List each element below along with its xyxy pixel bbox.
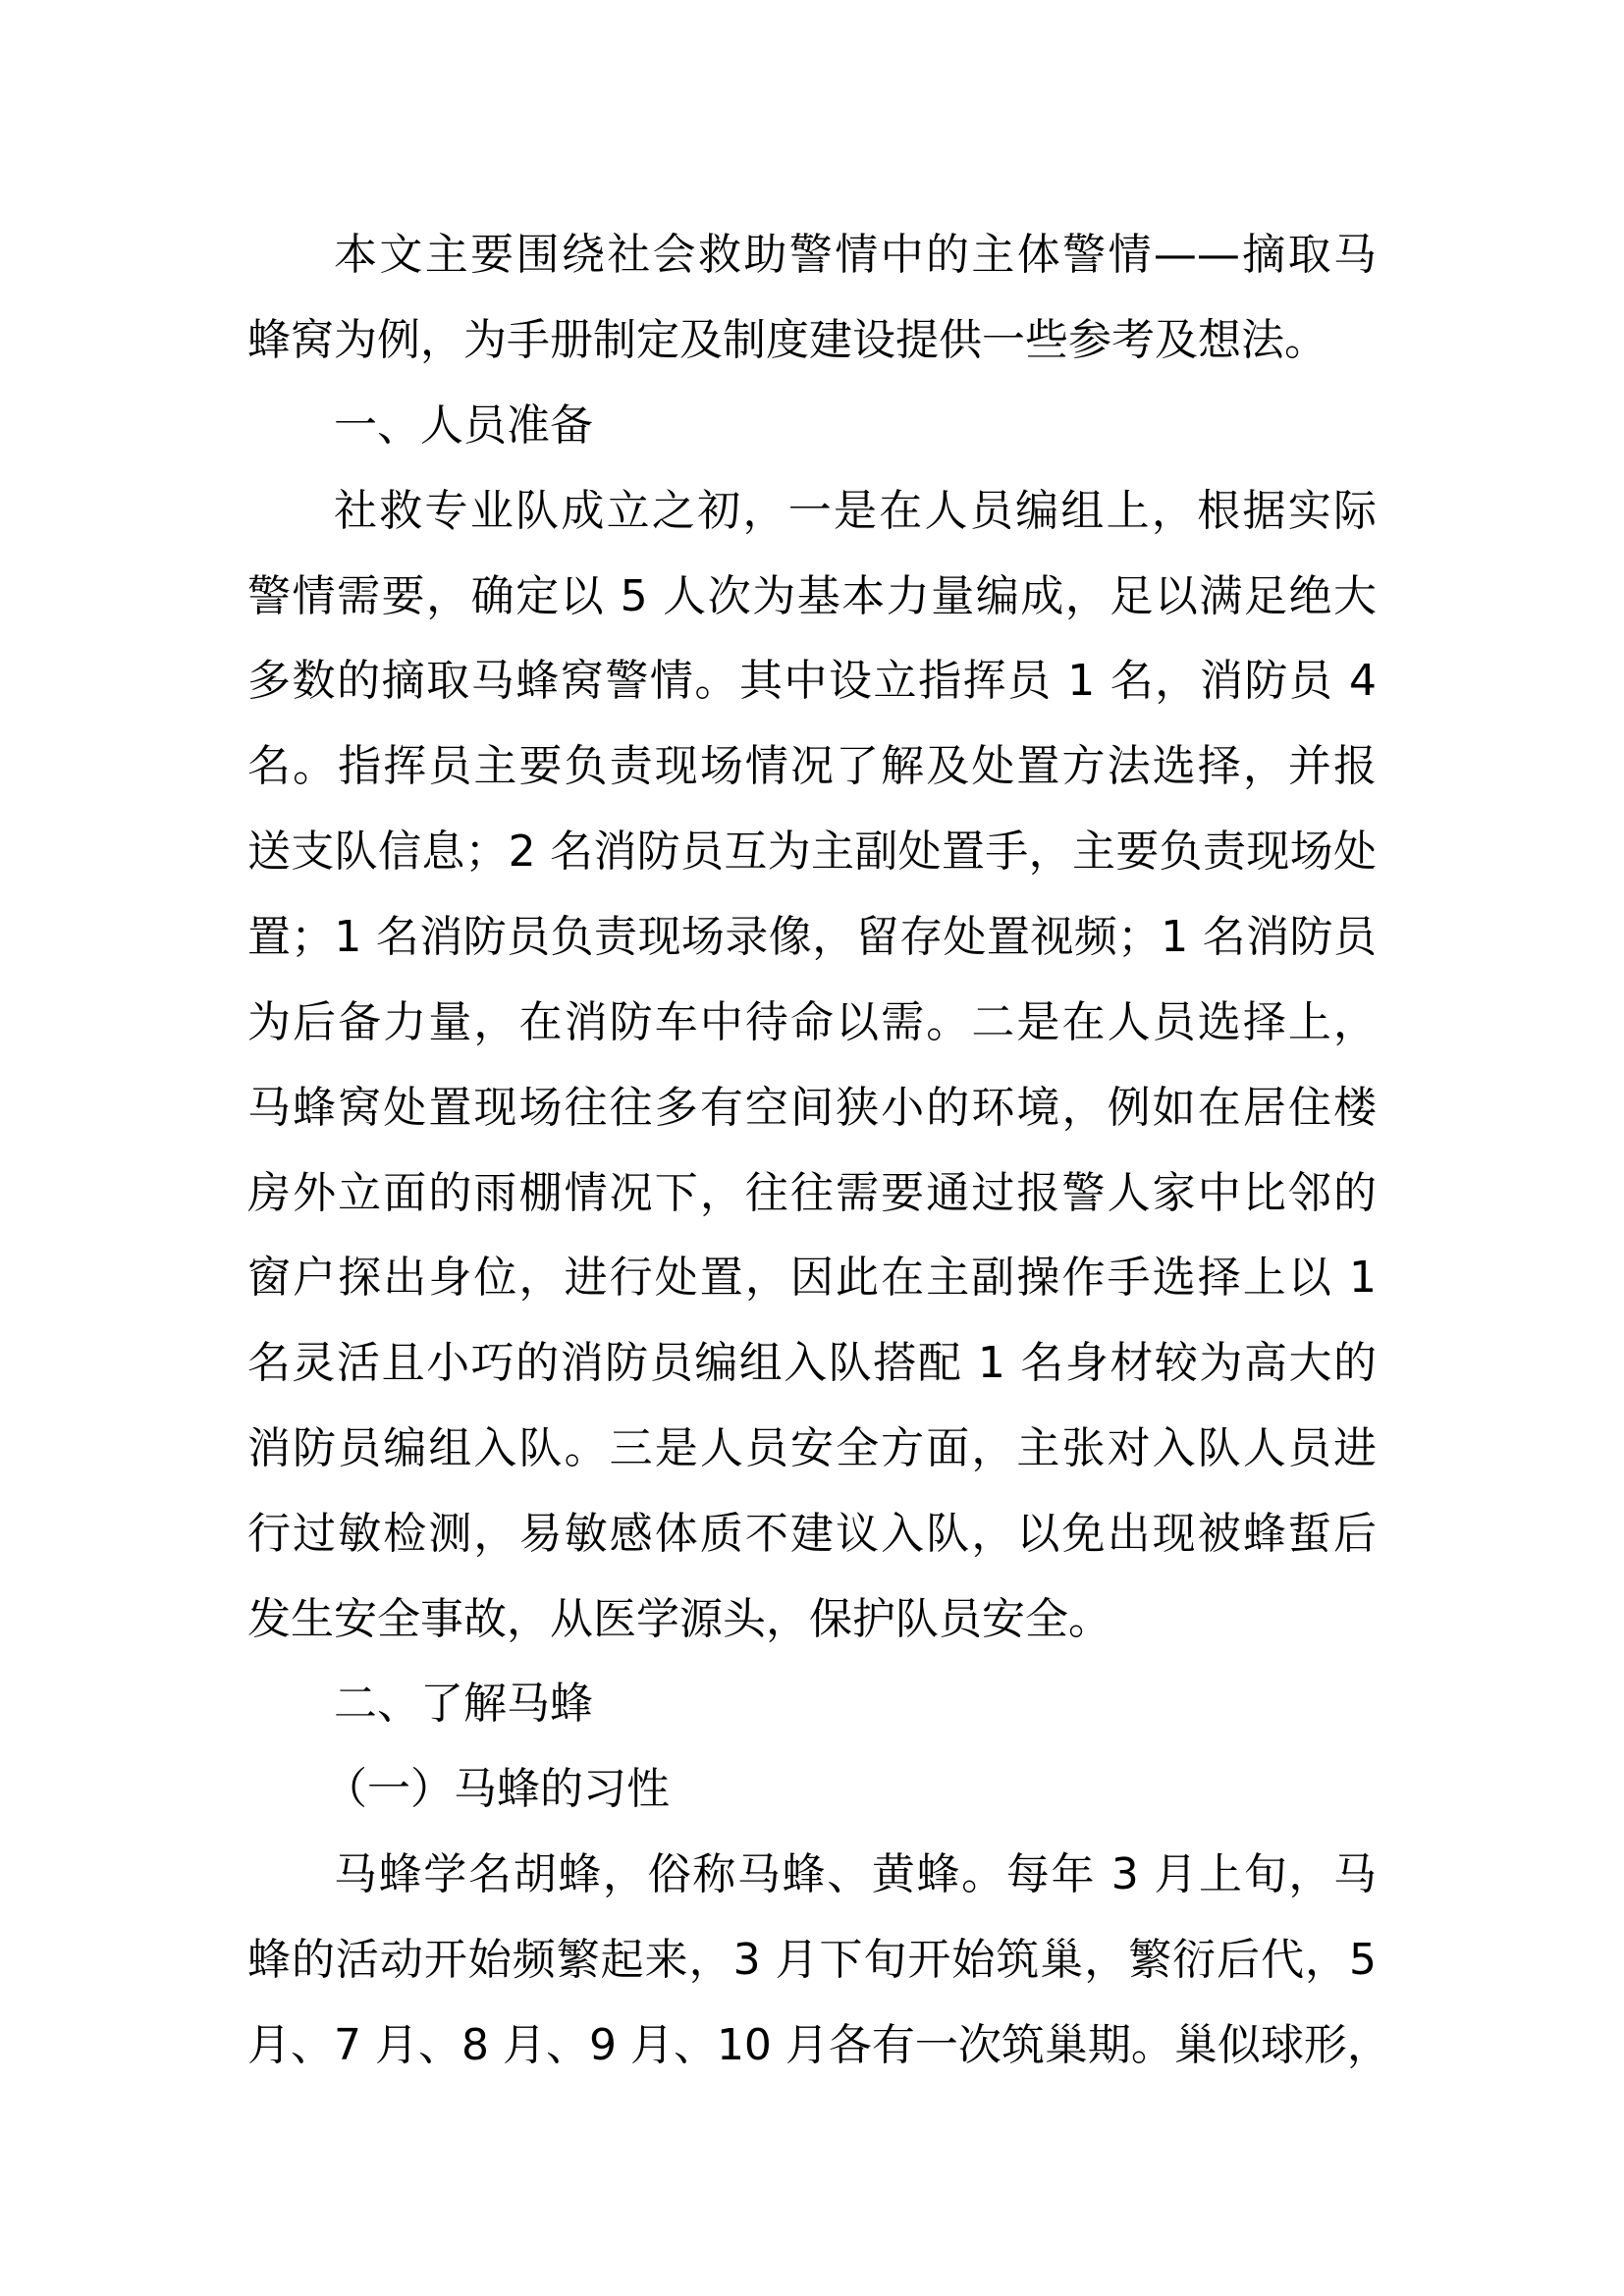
paragraph-personnel-line-13: 行过敏检测，易敏感体质不建议入队，以免出现被蜂蜇后: [247, 1509, 1377, 1559]
paragraph-personnel-line-1: 社救专业队成立之初，一是在人员编组上，根据实际: [334, 486, 1377, 536]
paragraph-habits-line-1: 马蜂学名胡蜂，俗称马蜂、黄蜂。每年 3 月上旬，马: [334, 1849, 1377, 1899]
subsection-heading-habits: （一）马蜂的习性: [324, 1764, 670, 1814]
paragraph-personnel-line-2: 警情需要，确定以 5 人次为基本力量编成，足以满足绝大: [247, 571, 1377, 621]
paragraph-intro-line-1: 本文主要围绕社会救助警情中的主体警情——摘取马: [334, 230, 1377, 280]
paragraph-personnel-line-9: 房外立面的雨棚情况下，往往需要通过报警人家中比邻的: [247, 1168, 1377, 1218]
paragraph-personnel-line-10: 窗户探出身位，进行处置，因此在主副操作手选择上以 1: [247, 1253, 1377, 1303]
paragraph-habits-line-2: 蜂的活动开始频繁起来，3 月下旬开始筑巢，繁衍后代，5: [247, 1935, 1377, 1985]
paragraph-personnel-line-5: 送支队信息；2 名消防员互为主副处置手，主要负责现场处: [247, 827, 1377, 877]
paragraph-personnel-line-12: 消防员编组入队。三是人员安全方面，主张对入队人员进: [247, 1423, 1377, 1473]
paragraph-personnel-line-7: 为后备力量，在消防车中待命以需。二是在人员选择上，: [247, 997, 1377, 1047]
section-heading-hornets: 二、了解马蜂: [334, 1679, 593, 1729]
paragraph-personnel-line-3: 多数的摘取马蜂窝警情。其中设立指挥员 1 名，消防员 4: [247, 656, 1377, 706]
paragraph-personnel-line-4: 名。指挥员主要负责现场情况了解及处置方法选择，并报: [247, 741, 1377, 791]
paragraph-habits-line-3: 月、7 月、8 月、9 月、10 月各有一次筑巢期。巢似球形，: [247, 2020, 1390, 2070]
paragraph-personnel-line-11: 名灵活且小巧的消防员编组入队搭配 1 名身材较为高大的: [247, 1338, 1377, 1388]
section-heading-personnel: 一、人员准备: [334, 400, 593, 451]
paragraph-personnel-line-14: 发生安全事故，从医学源头，保护队员安全。: [247, 1594, 1111, 1644]
paragraph-personnel-line-8: 马蜂窝处置现场往往多有空间狭小的环境，例如在居住楼: [247, 1083, 1377, 1133]
paragraph-personnel-line-6: 置；1 名消防员负责现场录像，留存处置视频；1 名消防员: [247, 912, 1377, 962]
paragraph-intro-line-2: 蜂窝为例，为手册制定及制度建设提供一些参考及想法。: [247, 315, 1327, 365]
